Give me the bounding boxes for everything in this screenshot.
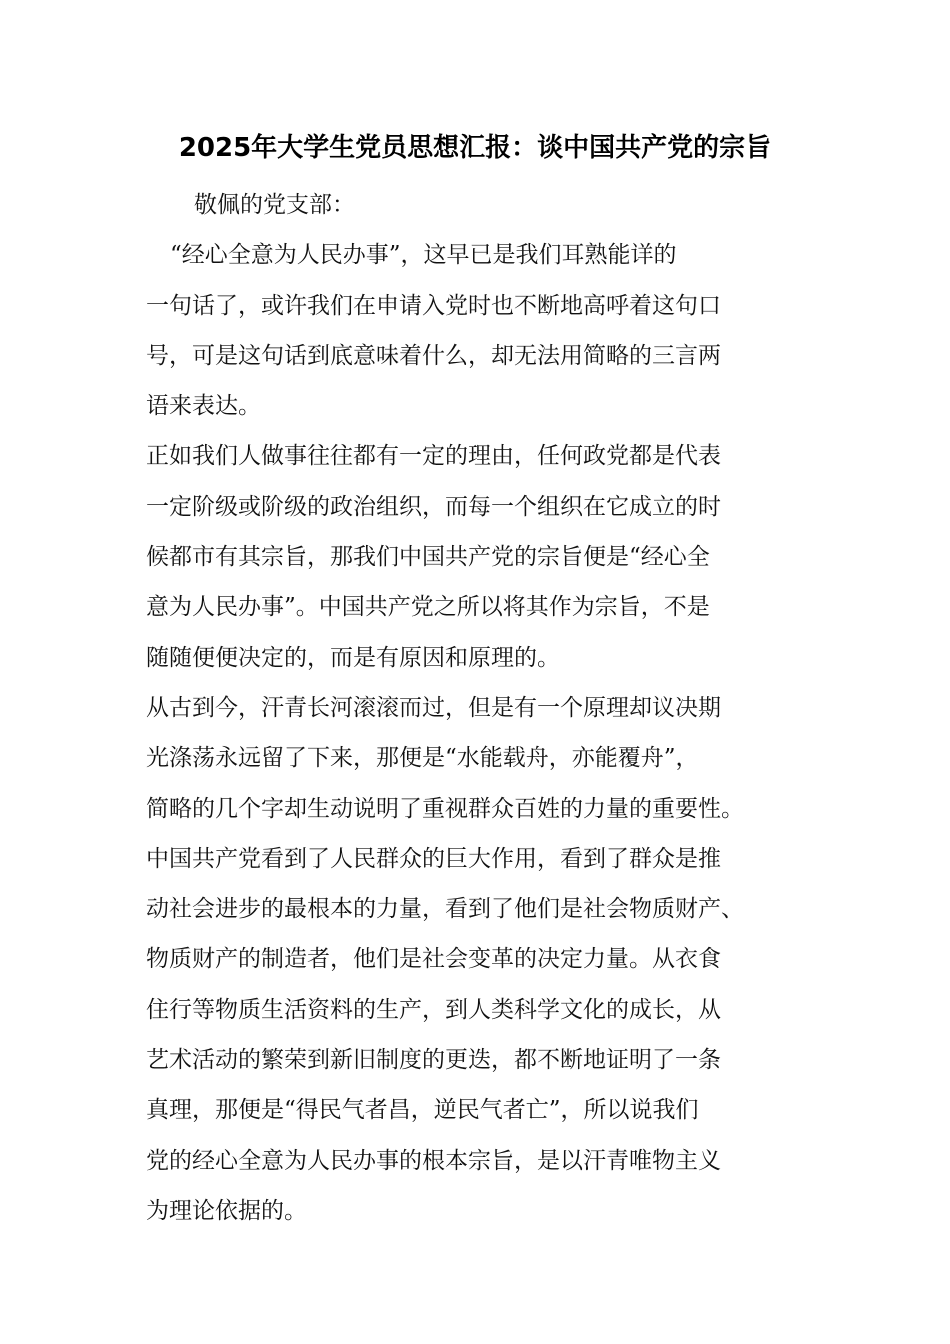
salutation: 敬佩的党支部： <box>194 192 355 218</box>
body-line-14: 动社会进步的最根本的力量，看到了他们是社会物质财产、 <box>146 896 744 923</box>
body-line-18: 真理，那便是“得民气者昌，逆民气者亡”，所以说我们 <box>146 1097 699 1124</box>
body-line-9: 随随便便决定的，而是有原因和原理的。 <box>146 644 560 671</box>
body-line-8: 意为人民办事”。中国共产党之所以将其作为宗旨，不是 <box>146 594 710 621</box>
document-body <box>146 180 796 1236</box>
body-line-4: 语来表达。 <box>146 393 261 420</box>
body-line-1: “经心全意为人民办事”，这早已是我们耳熟能详的 <box>170 242 677 269</box>
body-line-19: 党的经心全意为人民办事的根本宗旨，是以汗青唯物主义 <box>146 1147 721 1174</box>
body-line-16: 住行等物质生活资料的生产，到人类科学文化的成长，从 <box>146 996 721 1023</box>
body-line-7: 候都市有其宗旨，那我们中国共产党的宗旨便是“经心全 <box>146 544 710 571</box>
body-line-20: 为理论依据的。 <box>146 1197 307 1224</box>
body-line-13: 中国共产党看到了人民群众的巨大作用，看到了群众是推 <box>146 845 721 872</box>
document-title: 2025年大学生党员思想汇报：谈中国共产党的宗旨 <box>178 133 772 163</box>
body-line-3: 号，可是这句话到底意味着什么，却无法用简略的三言两 <box>146 342 721 369</box>
body-line-5: 正如我们人做事往往都有一定的理由，任何政党都是代表 <box>146 443 721 470</box>
body-line-6: 一定阶级或阶级的政治组织，而每一个组织在它成立的时 <box>146 493 721 520</box>
body-line-17: 艺术活动的繁荣到新旧制度的更迭，都不断地证明了一条 <box>146 1047 721 1074</box>
body-line-11: 光涤荡永远留了下来，那便是“水能载舟，亦能覆舟”， <box>146 745 699 772</box>
body-line-15: 物质财产的制造者，他们是社会变革的决定力量。从衣食 <box>146 946 721 973</box>
body-line-12: 简略的几个字却生动说明了重视群众百姓的力量的重要性。 <box>146 795 744 822</box>
body-line-10: 从古到今，汗青长河滚滚而过，但是有一个原理却议决期 <box>146 694 721 721</box>
body-line-2: 一句话了，或许我们在申请入党时也不断地高呼着这句口 <box>146 292 721 319</box>
